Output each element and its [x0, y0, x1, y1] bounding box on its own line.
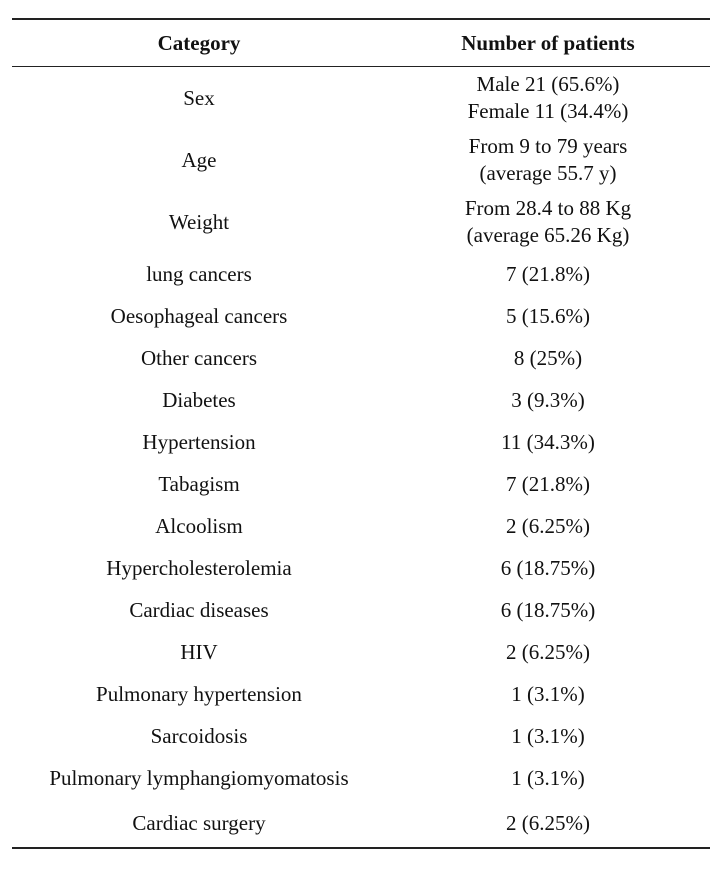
table-row [12, 67, 710, 130]
patients-cell [386, 547, 710, 589]
patients-value-line: Female 11 (34.4%) [467, 99, 629, 123]
table-row [12, 547, 710, 589]
patients-value-line: 1 (3.1%) [511, 765, 585, 790]
patients-value-line: 5 (15.6%) [506, 303, 590, 328]
category-cell: lung cancers [146, 261, 252, 286]
category-column-header: Category [12, 19, 386, 67]
patients-cell [386, 673, 710, 715]
category-cell: Sex [183, 85, 215, 110]
patients-value-line: 1 (3.1%) [511, 681, 585, 706]
patients-cell [386, 799, 710, 848]
category-cell: HIV [180, 639, 218, 664]
table-row [12, 191, 710, 253]
patients-value-line: From 28.4 to 88 Kg [464, 196, 632, 220]
patients-value-line: 1 (3.1%) [511, 723, 585, 748]
patients-cell [386, 253, 710, 295]
category-cell: Cardiac diseases [129, 597, 269, 622]
table-row [12, 673, 710, 715]
table-row [12, 421, 710, 463]
patients-cell [386, 505, 710, 547]
number-of-patients-column-header: Number of patients [386, 19, 710, 67]
table-row [12, 799, 710, 848]
table-row [12, 631, 710, 673]
patients-value-line: 6 (18.75%) [500, 597, 596, 622]
header-row [12, 19, 710, 67]
table-row [12, 337, 710, 379]
table-row [12, 379, 710, 421]
table-row [12, 129, 710, 191]
patients-cell [386, 67, 710, 130]
patients-cell [386, 715, 710, 757]
patients-value-line: 3 (9.3%) [511, 387, 585, 412]
table-row [12, 589, 710, 631]
category-cell: Diabetes [162, 387, 236, 412]
patients-value-line: 8 (25%) [513, 345, 583, 370]
category-cell: Sarcoidosis [150, 723, 248, 748]
category-cell: Oesophageal cancers [110, 303, 288, 328]
patients-cell [386, 129, 710, 191]
table-row [12, 505, 710, 547]
category-cell: Age [181, 147, 217, 172]
patients-cell [386, 463, 710, 505]
category-cell: Pulmonary hypertension [96, 681, 302, 706]
patients-value-line: 2 (6.25%) [506, 810, 590, 835]
patients-value-line: From 9 to 79 years [468, 134, 628, 158]
patients-cell [386, 589, 710, 631]
patients-value-line: 7 (21.8%) [506, 261, 590, 286]
category-cell: Cardiac surgery [12, 799, 386, 848]
category-cell: Pulmonary lymphangiomyomatosis [49, 765, 349, 790]
patients-value-line: Male 21 (65.6%) [476, 72, 620, 96]
table-row [12, 715, 710, 757]
category-cell: Hypertension [142, 429, 256, 454]
patients-cell [386, 379, 710, 421]
table-header [12, 19, 710, 67]
table-body [12, 67, 710, 849]
patients-cell [386, 631, 710, 673]
patients-cell [386, 295, 710, 337]
category-cell: Other cancers [140, 345, 257, 370]
table-row [12, 253, 710, 295]
category-cell: Weight [168, 209, 230, 234]
patients-cell [386, 337, 710, 379]
category-cell: Alcoolism [155, 513, 243, 538]
table-row [12, 757, 710, 799]
patients-value-line: 2 (6.25%) [506, 513, 590, 538]
patients-value-line: 6 (18.75%) [500, 555, 596, 580]
patients-cell [386, 757, 710, 799]
patients-value-line: (average 55.7 y) [479, 161, 617, 185]
category-cell: Hypercholesterolemia [106, 555, 292, 580]
patients-value-line: 7 (21.8%) [506, 471, 590, 496]
patients-cell [386, 191, 710, 253]
patients-value-line: 11 (34.3%) [501, 429, 595, 454]
table-row [12, 295, 710, 337]
patients-value-line: 2 (6.25%) [506, 639, 590, 664]
category-cell: Tabagism [158, 471, 240, 496]
patients-value-line: (average 65.26 Kg) [466, 223, 630, 247]
patients-cell [386, 421, 710, 463]
patient-characteristics-table [12, 18, 710, 849]
table-row [12, 463, 710, 505]
